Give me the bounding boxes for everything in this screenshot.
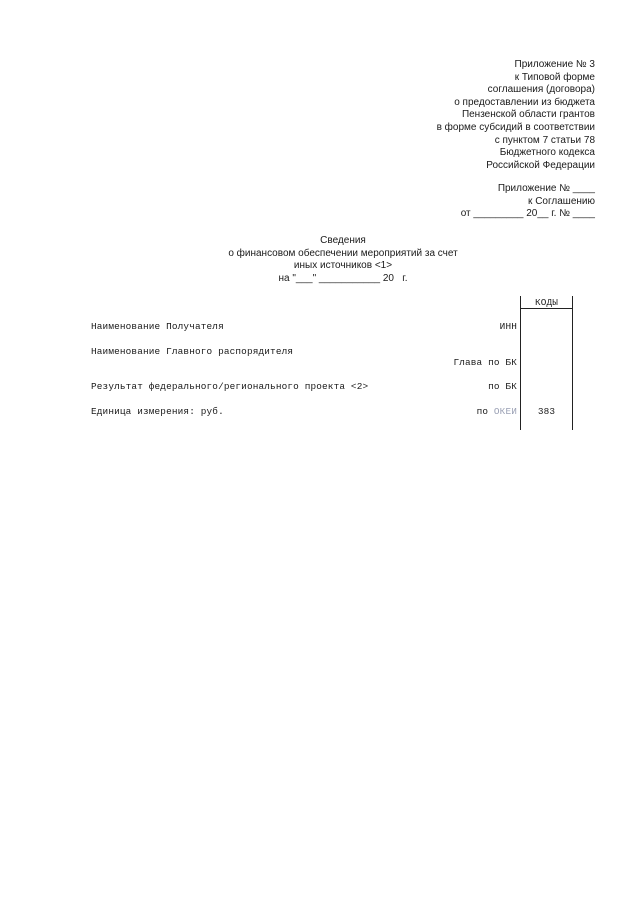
title-line: на "___" ___________ 20 г. — [278, 272, 408, 284]
appendix-line: с пунктом 7 статьи 78 — [494, 134, 595, 146]
codes-header: КОДЫ — [534, 297, 559, 308]
budget-chapter-code-label: Глава по БК — [453, 357, 517, 368]
appendix-line: соглашения (договора) — [487, 84, 595, 96]
agreement-header — [461, 183, 595, 221]
inn-code-label: ИНН — [499, 321, 517, 332]
title-line: иных источников <1> — [293, 260, 393, 272]
appendix-line: к Типовой форме — [514, 71, 595, 83]
unit-label: Единица измерения: руб. — [91, 406, 224, 417]
appendix-line: о предоставлении из бюджета — [454, 96, 595, 108]
agreement-line: к Соглашению — [528, 195, 595, 207]
main-manager-label: Наименование Главного распорядителя — [91, 346, 294, 357]
recipient-label: Наименование Получателя — [91, 321, 224, 332]
bk-code-label: по БК — [488, 381, 517, 392]
codes-column-right-border — [572, 296, 573, 430]
codes-header-divider — [520, 308, 572, 309]
agreement-line: от _________ 20__ г. № ____ — [460, 208, 595, 220]
okei-code-value: 383 — [537, 406, 556, 417]
appendix-line: в форме субсидий в соответствии — [436, 121, 595, 133]
title-line: о финансовом обеспечении мероприятий за счет — [228, 247, 458, 259]
appendix-line: Пензенской области грантов — [461, 109, 595, 121]
appendix-line: Приложение № 3 — [514, 59, 595, 70]
okei-prefix: по — [476, 406, 494, 417]
appendix-line: Российской Федерации — [486, 159, 595, 171]
project-result-label: Результат федерального/регионального проекта <2> — [91, 381, 369, 392]
appendix-header — [437, 59, 595, 172]
okei-label: ОКЕИ — [493, 406, 517, 417]
appendix-line: Бюджетного кодекса — [499, 147, 595, 159]
agreement-line: Приложение № ____ — [497, 183, 595, 194]
title-line: Сведения — [320, 235, 366, 246]
okei-code-label — [477, 406, 517, 417]
document-title — [0, 235, 640, 285]
